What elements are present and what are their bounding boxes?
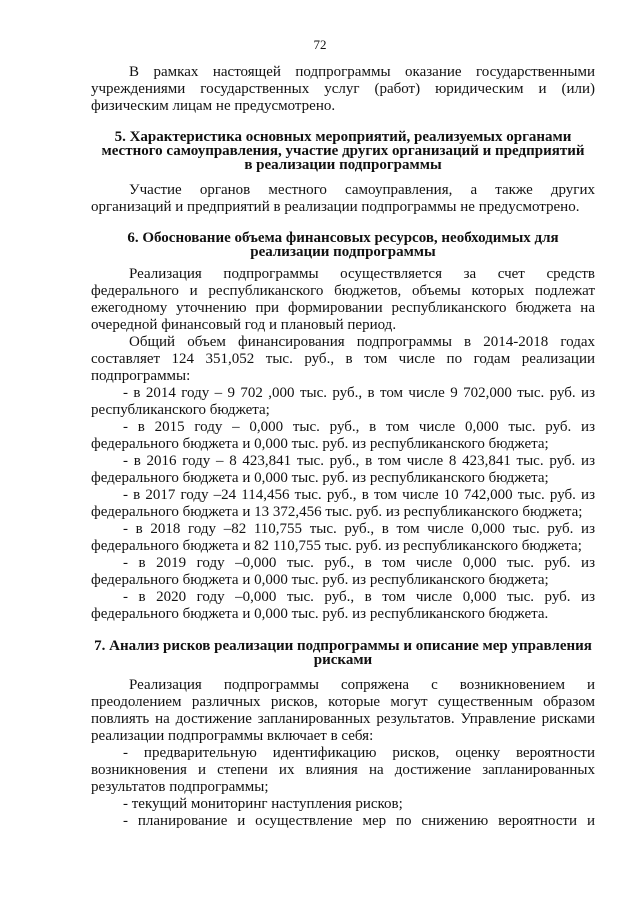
- section-7-heading-line-2: рисками: [313, 652, 373, 668]
- paragraph-3-line-3: ежегодному уточнению при формировании республиканского бюджета на: [91, 300, 595, 316]
- bullet-1-line-3: результатов подпрограммы;: [91, 779, 269, 795]
- year-2014-line-2: республиканского бюджета;: [91, 402, 270, 418]
- year-2017-line-1: - в 2017 году –24 114,456 тыс. руб., в том числе 10 742,000 тыс. руб. из: [123, 487, 595, 503]
- year-2014-line-1: - в 2014 году – 9 702 ,000 тыс. руб., в том числе 9 702,000 тыс. руб. из: [123, 385, 595, 401]
- paragraph-3-line-1: Реализация подпрограммы осуществляется за счет средств: [129, 266, 595, 282]
- year-2016-line-1: - в 2016 году – 8 423,841 тыс. руб., в том числе 8 423,841 тыс. руб. из: [123, 453, 595, 469]
- year-2016-line-2: федерального бюджета и 0,000 тыс. руб. из республиканского бюджета;: [91, 470, 549, 486]
- paragraph-1-line-2: учреждениями государственных услуг (работ) юридическим и (или): [91, 81, 595, 97]
- page-number: 72: [313, 37, 327, 52]
- year-2015-line-2: федерального бюджета и 0,000 тыс. руб. из республиканского бюджета;: [91, 436, 549, 452]
- bullet-3-line-1: - планирование и осуществление мер по снижению вероятности и: [123, 813, 595, 829]
- section-6-heading-line-1: 6. Обоснование объема финансовых ресурсов, необходимых для: [127, 230, 559, 246]
- paragraph-5-line-2: преодолением различных рисков, которые могут существенным образом: [91, 694, 595, 710]
- year-2020-line-2: федерального бюджета и 0,000 тыс. руб. из республиканского бюджета.: [91, 606, 549, 622]
- bullet-2: - текущий мониторинг наступления рисков;: [123, 796, 403, 812]
- year-2018-line-2: федерального бюджета и 82 110,755 тыс. руб. из республиканского бюджета;: [91, 538, 582, 554]
- paragraph-2-line-1: Участие органов местного самоуправления, а также других: [129, 182, 595, 198]
- year-2019-line-2: федерального бюджета и 0,000 тыс. руб. из республиканского бюджета;: [91, 572, 549, 588]
- year-2019-line-1: - в 2019 году –0,000 тыс. руб., в том числе 0,000 тыс. руб. из: [123, 555, 595, 571]
- year-2018-line-1: - в 2018 году –82 110,755 тыс. руб., в том числе 0,000 тыс. руб. из: [123, 521, 595, 537]
- paragraph-4-line-3: подпрограммы:: [91, 368, 191, 384]
- paragraph-3-line-2: федерального и республиканского бюджетов, объемы которых подлежат: [91, 283, 595, 299]
- paragraph-2-line-2: организаций и предприятий в реализации подпрограммы не предусмотрено.: [91, 199, 580, 215]
- year-2020-line-1: - в 2020 году –0,000 тыс. руб., в том числе 0,000 тыс. руб. из: [123, 589, 595, 605]
- paragraph-5-line-3: повлиять на достижение запланированных результатов. Управление рисками: [91, 711, 595, 727]
- bullet-1-line-1: - предварительную идентификацию рисков, оценку вероятности: [123, 745, 595, 761]
- paragraph-5-line-4: реализации подпрограммы включает в себя:: [91, 728, 374, 744]
- section-6-heading-line-2: реализации подпрограммы: [250, 244, 436, 260]
- year-2017-line-2: федерального бюджета и 13 372,456 тыс. руб. из республиканского бюджета;: [91, 504, 583, 520]
- paragraph-4-line-1: Общий объем финансирования подпрограммы в 2014-2018 годах: [129, 334, 595, 350]
- paragraph-1-line-3: физическим лицам не предусмотрено.: [91, 98, 336, 114]
- paragraph-4-line-2: составляет 124 351,052 тыс. руб., в том числе по годам реализации: [91, 351, 595, 367]
- paragraph-3-line-4: очередной финансовый год и плановый период.: [91, 317, 397, 333]
- section-5-heading-line-2: местного самоуправления, участие других организаций и предприятий: [101, 143, 585, 159]
- paragraph-5-line-1: Реализация подпрограммы сопряжена с возникновением и: [129, 677, 595, 693]
- section-5-heading-line-1: 5. Характеристика основных мероприятий, реализуемых органами: [114, 129, 572, 145]
- bullet-1-line-2: возникновения и степени их влияния на достижение запланированных: [91, 762, 595, 778]
- year-2015-line-1: - в 2015 году – 0,000 тыс. руб., в том числе 0,000 тыс. руб. из: [123, 419, 595, 435]
- section-5-heading-line-3: в реализации подпрограммы: [244, 157, 442, 173]
- section-7-heading-line-1: 7. Анализ рисков реализации подпрограммы и описание мер управления: [94, 638, 592, 654]
- paragraph-1-line-1: В рамках настоящей подпрограммы оказание государственными: [129, 64, 595, 80]
